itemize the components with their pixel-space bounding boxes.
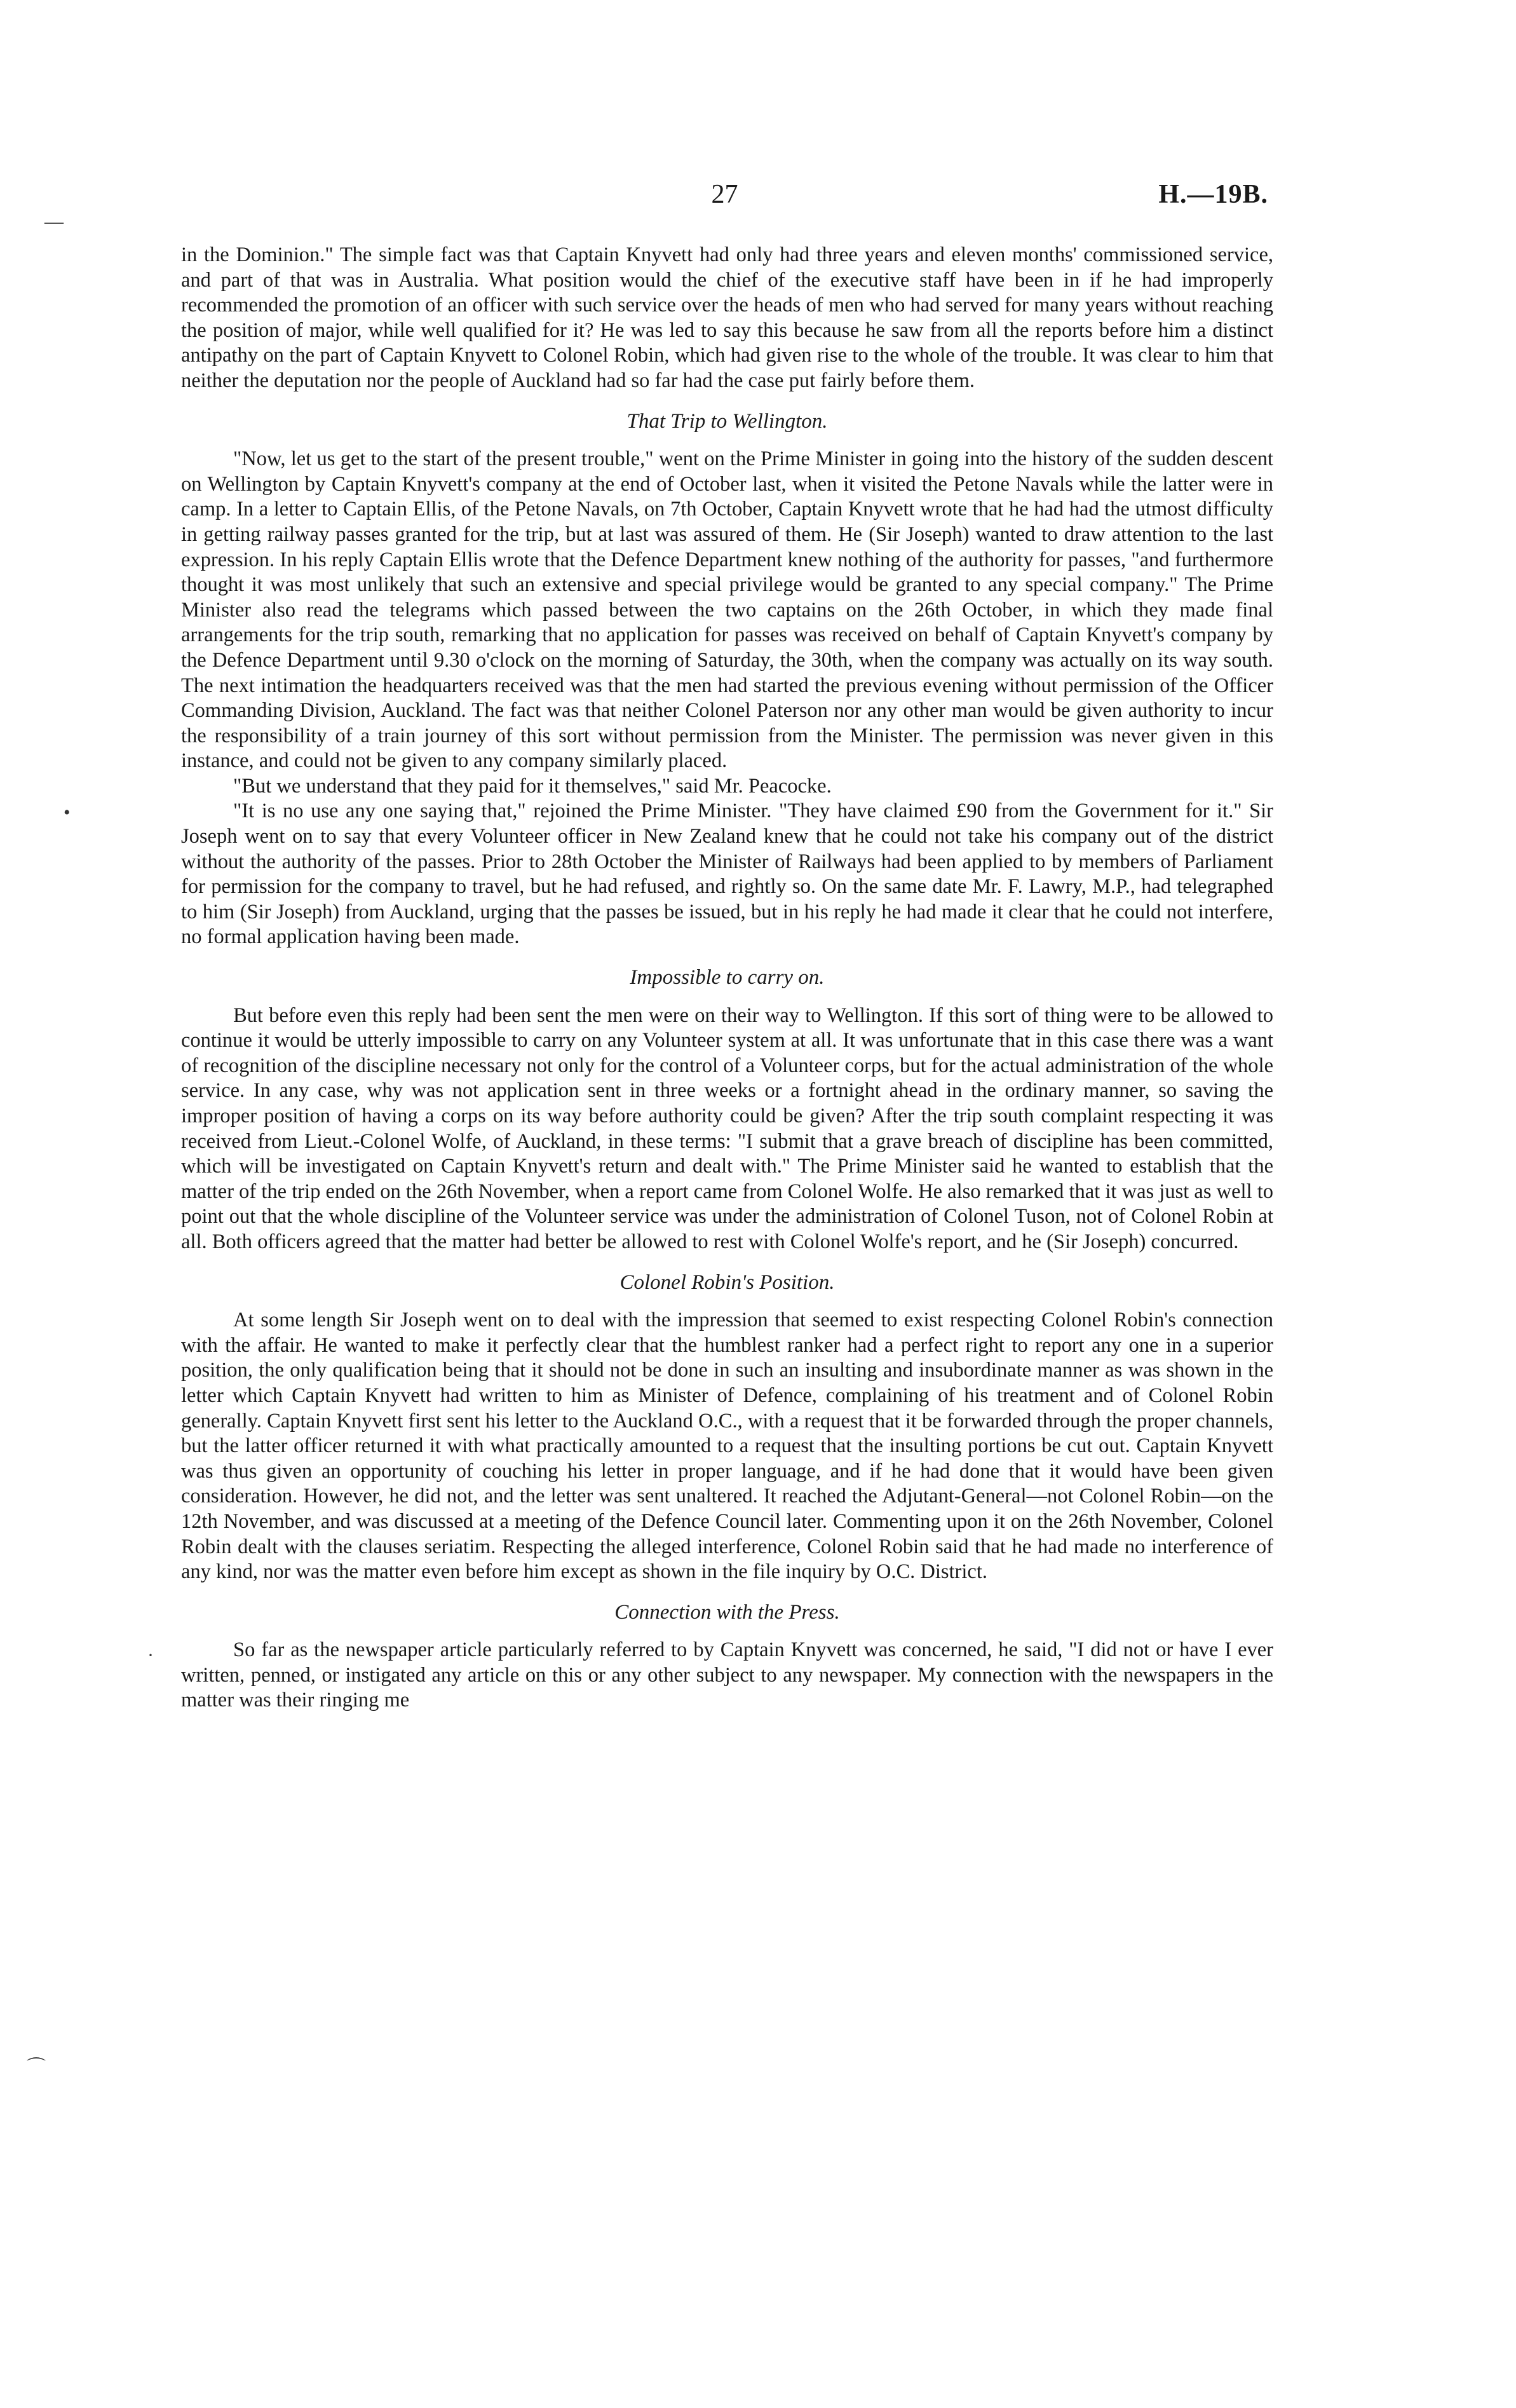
margin-hook-mark: ⌒	[27, 2057, 46, 2078]
margin-dot-mark: ·	[147, 1645, 154, 1666]
page-header	[181, 179, 1268, 211]
article-body	[181, 243, 1273, 1713]
margin-tick-mark: —	[44, 211, 64, 232]
margin-dot-mark: •	[64, 802, 71, 823]
paragraph: "It is no use any one saying that," rejoined the Prime Minister. "They have claimed £90 from the Government for it." Sir Joseph went on to say that every Volunteer officer in New Zealand knew that he could not take his company out of the district without the authority of the passes. Prior to 28th October the Minister of Railways had been applied to by members of Parliament for permission for the company to travel, but he had refused, and rightly so. On the same date Mr. F. Lawry, M.P., had telegraphed to him (Sir Joseph) from Auckland, urging that the passes be issued, but in his reply he had made it clear that he could not interfere, no formal application having been made.	[181, 799, 1273, 949]
paragraph: So far as the newspaper article particularly referred to by Captain Knyvett was concerned, he said, "I did not or have I ever written, penned, or instigated any article on this or any other subject to any newspaper. My connection with the newspapers in the matter was their ringing me	[181, 1638, 1273, 1712]
paragraph: But before even this reply had been sent the men were on their way to Wellington. If this sort of thing were to be allowed to continue it would be utterly impossible to carry on any Volunteer system at all. It was unfortunate that in this case there was a want of recognition of the discipline necessary not only for the control of a Volunteer corps, but for the actual administration of the whole service. In any case, why was not application sent in three weeks or a fortnight ahead in the ordinary manner, so saving the improper position of having a corps on its way before authority could be given? After the trip south complaint respecting it was received from Lieut.-Colonel Wolfe, of Auckland, in these terms: "I submit that a grave breach of discipline has been committed, which will be investigated on Captain Knyvett's return and dealt with." The Prime Minister said he wanted to establish that the matter of the trip ended on the 26th November, when a report came from Colonel Wolfe. He also remarked that it was just as well to point out that the whole discipline of the Volunteer service was under the administration of Colonel Tuson, not of Colonel Robin at all. Both officers agreed that the matter had better be allowed to rest with Colonel Wolfe's report, and he (Sir Joseph) concurred.	[181, 1003, 1273, 1253]
paragraph: "But we understand that they paid for it themselves," said Mr. Peacocke.	[233, 774, 832, 798]
section-heading-robin-position: Colonel Robin's Position.	[619, 1270, 835, 1294]
document-reference: H.—19B.	[1158, 180, 1268, 209]
intro-paragraph: in the Dominion." The simple fact was that Captain Knyvett had only had three years and eleven months' commissioned service, and part of that was in Australia. What position would the chief of the executive staff have been in if he had improperly recommended the promotion of an officer with such service over the heads of men who had served for many years without reaching the position of major, while well qualified for it? He was led to say this because he saw from all the reports before him a distinct antipathy on the part of Captain Knyvett to Colonel Robin, which had given rise to the whole of the trouble. It was clear to him that neither the deputation nor the people of Auckland had so far had the case put fairly before them.	[181, 243, 1273, 392]
section-heading-press: Connection with the Press.	[614, 1600, 840, 1624]
section-heading-trip: That Trip to Wellington.	[626, 409, 828, 433]
paragraph: "Now, let us get to the start of the present trouble," went on the Prime Minister in going into the history of the sudden descent on Wellington by Captain Knyvett's company at the end of October last, when it visited the Petone Navals while the latter were in camp. In a letter to Captain Ellis, of the Petone Navals, on 7th October, Captain Knyvett wrote that he had had the utmost difficulty in getting railway passes granted for the trip, but at last was assured of them. He (Sir Joseph) wanted to draw attention to the last expression. In his reply Captain Ellis wrote that the Defence Department knew nothing of the authority for passes, "and furthermore thought it was most unlikely that such an extensive and special privilege would be granted to any special company." The Prime Minister also read the telegrams which passed between the two captains on the 26th October, in which they made final arrangements for the trip south, remarking that no application for passes was received on behalf of Captain Knyvett's company by the Defence Department until 9.30 o'clock on the morning of Saturday, the 30th, when the company was actually on its way south. The next intimation the headquarters received was that the men had started the previous evening without permission of the Officer Commanding Division, Auckland. The fact was that neither Colonel Paterson nor any other man would be given authority to incur the responsibility of a train journey of this sort without permission from the Minister. The permission was never given in this instance, and could not be given to any company similarly placed.	[181, 447, 1273, 773]
paragraph: At some length Sir Joseph went on to deal with the impression that seemed to exist respecting Colonel Robin's connection with the affair. He wanted to make it perfectly clear that the humblest ranker had a perfect right to report any one in a superior position, the only qualification being that it should not be done in such an insulting and insubordinate manner as was shown in the letter which Captain Knyvett had written to him as Minister of Defence, complaining of his treatment and of Colonel Robin generally. Captain Knyvett first sent his letter to the Auckland O.C., with a request that it be forwarded through the proper channels, but the latter officer returned it with what practically amounted to a request that the insulting portions be cut out. Captain Knyvett was thus given an opportunity of couching his letter in proper language, and if he had done that it would have been given consideration. However, he did not, and the letter was sent unaltered. It reached the Adjutant-General—not Colonel Robin—on the 12th November, and was discussed at a meeting of the Defence Council later. Commenting upon it on the 26th November, Colonel Robin dealt with the clauses seriatim. Respecting the alleged interference, Colonel Robin said that he had made no interference of any kind, nor was the matter even before him except as shown in the file inquiry by O.C. District.	[181, 1309, 1273, 1584]
section-heading-impossible: Impossible to carry on.	[630, 966, 825, 990]
page-number: 27	[711, 180, 738, 209]
